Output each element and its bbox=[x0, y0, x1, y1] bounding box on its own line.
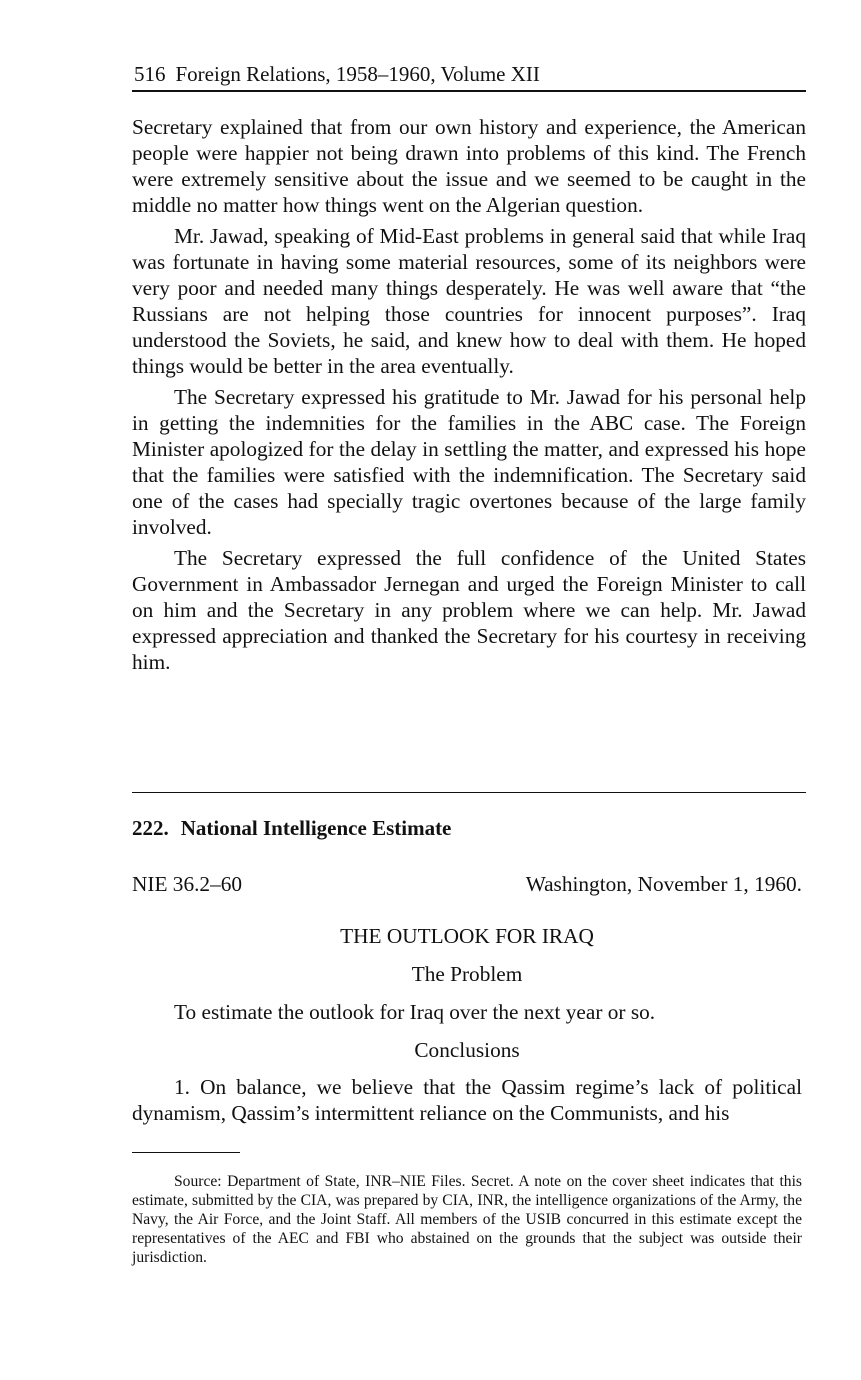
conclusion-paragraph: 1. On balance, we believe that the Qassim regime’s lack of political dynamism, Qassim’s intermittent reliance on the Communists, and his bbox=[132, 1075, 802, 1125]
document-heading bbox=[132, 814, 451, 842]
document-number: 222. bbox=[132, 816, 169, 840]
document-meta bbox=[132, 870, 802, 898]
volume-title: Foreign Relations, 1958–1960, Volume XII bbox=[175, 62, 540, 86]
footnote-divider bbox=[132, 1152, 240, 1153]
problem-heading: The Problem bbox=[411, 962, 523, 986]
problem-text: To estimate the outlook for Iraq over the next year or so. bbox=[174, 1000, 656, 1024]
place-date: Washington, November 1, 1960. bbox=[525, 872, 802, 896]
paragraph: The Secretary expressed his gratitude to Mr. Jawad for his personal help in getting the indemnities for the families in the ABC case. The Foreign Minister apologized for the delay in settling the matter, and expressed his hope that the families were satisfied with the indemnification. The Secretary said one of the cases had specially tragic overtones because of the large family involved. bbox=[132, 385, 806, 539]
running-head bbox=[132, 58, 806, 92]
paragraph: Mr. Jawad, speaking of Mid-East problems in general said that while Iraq was fortunate in having some material resources, some of its neighbors were very poor and needed many things desperately. He was well aware that “the Russians are not helping those countries for innocent purposes”. Iraq understood the Soviets, he said, and knew how to deal with them. He hoped things would be better in the area eventually. bbox=[132, 224, 806, 378]
source-footnote: Source: Department of State, INR–NIE Files. Secret. A note on the cover sheet indicates that this estimate, submitted by the CIA, was prepared by CIA, INR, the intelligence organizations of the Army, the Navy, the Air Force, and the Joint Staff. All members of the USIB concurred in this estimate except the representatives of the AEC and FBI who abstained on the grounds that the subject was outside their jurisdiction. bbox=[132, 1173, 802, 1266]
conclusions-heading: Conclusions bbox=[414, 1038, 520, 1062]
document-type: National Intelligence Estimate bbox=[180, 816, 452, 840]
document-title: THE OUTLOOK FOR IRAQ bbox=[340, 924, 594, 948]
paragraph: The Secretary expressed the full confidence of the United States Government in Ambassador Jernegan and urged the Foreign Minister to call on him and the Secretary in any problem where we can help. Mr. Jawad expressed appreciation and thanked the Secretary for his courtesy in receiving him. bbox=[132, 546, 806, 674]
body-text bbox=[132, 114, 806, 675]
document-page bbox=[132, 58, 806, 1266]
page-number: 516 bbox=[134, 62, 166, 86]
section-divider bbox=[132, 792, 806, 793]
document-id: NIE 36.2–60 bbox=[132, 872, 243, 896]
paragraph: Secretary explained that from our own history and experience, the American people were happier not being drawn into problems of this kind. The French were extremely sensitive about the issue and we seemed to be caught in the middle no matter how things went on the Algerian question. bbox=[132, 115, 806, 217]
